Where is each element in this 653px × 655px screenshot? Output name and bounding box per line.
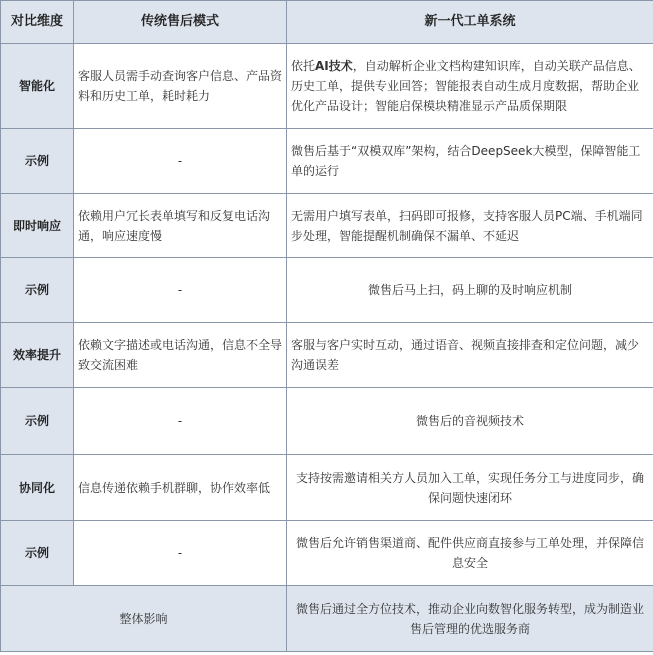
row-dimension: 智能化 <box>1 44 74 129</box>
table-row <box>1 388 653 455</box>
overall-row <box>1 586 653 652</box>
row-new-system: 无需用户填写表单，扫码即可报修，支持客服人员PC端、手机端同步处理，智能提醒机制确保不漏单、不延迟 <box>287 194 653 258</box>
header-row <box>1 1 653 44</box>
row-traditional: - <box>74 258 287 323</box>
row-traditional: - <box>74 129 287 194</box>
row-new-system: 微售后马上扫，码上聊的及时响应机制 <box>287 258 653 323</box>
row-traditional: - <box>74 521 287 586</box>
row-dimension: 示例 <box>1 388 74 455</box>
table-row <box>1 455 653 521</box>
table-row <box>1 521 653 586</box>
new-system-prefix: 依托 <box>291 59 316 73</box>
row-new-system <box>287 44 653 129</box>
row-traditional: - <box>74 388 287 455</box>
row-new-system: 微售后允许销售渠道商、配件供应商直接参与工单处理，并保障信息安全 <box>287 521 653 586</box>
overall-text: 微售后通过全方位技术，推动企业向数智化服务转型，成为制造业售后管理的优选服务商 <box>287 586 653 652</box>
row-new-system: 微售后基于“双模双库”架构，结合DeepSeek大模型，保障智能工单的运行 <box>287 129 653 194</box>
row-new-system: 客服与客户实时互动，通过语音、视频直接排查和定位问题，减少沟通误差 <box>287 323 653 388</box>
new-system-suffix: ，自动解析企业文档构建知识库，自动关联产品信息、历史工单，提供专业回答；智能报表自动生成月度数据，帮助企业优化产品设计；智能启保模块精准显示产品质保期限 <box>291 59 641 113</box>
header-dimension: 对比维度 <box>1 1 74 44</box>
table-row <box>1 258 653 323</box>
ai-tech-highlight: AI技术 <box>315 59 353 73</box>
header-traditional: 传统售后模式 <box>74 1 287 44</box>
table-row <box>1 129 653 194</box>
table-row <box>1 194 653 258</box>
row-dimension: 协同化 <box>1 455 74 521</box>
row-dimension: 示例 <box>1 258 74 323</box>
table-row <box>1 323 653 388</box>
row-dimension: 效率提升 <box>1 323 74 388</box>
table-row <box>1 44 653 129</box>
row-traditional: 客服人员需手动查询客户信息、产品资料和历史工单，耗时耗力 <box>74 44 287 129</box>
row-traditional: 依赖文字描述或电话沟通，信息不全导致交流困难 <box>74 323 287 388</box>
row-dimension: 示例 <box>1 129 74 194</box>
header-new-system: 新一代工单系统 <box>287 1 653 44</box>
row-traditional: 信息传递依赖手机群聊，协作效率低 <box>74 455 287 521</box>
overall-label: 整体影响 <box>1 586 287 652</box>
row-dimension: 即时响应 <box>1 194 74 258</box>
row-traditional: 依赖用户冗长表单填写和反复电话沟通，响应速度慢 <box>74 194 287 258</box>
row-new-system: 微售后的音视频技术 <box>287 388 653 455</box>
row-new-system: 支持按需邀请相关方人员加入工单，实现任务分工与进度同步，确保问题快速闭环 <box>287 455 653 521</box>
row-dimension: 示例 <box>1 521 74 586</box>
